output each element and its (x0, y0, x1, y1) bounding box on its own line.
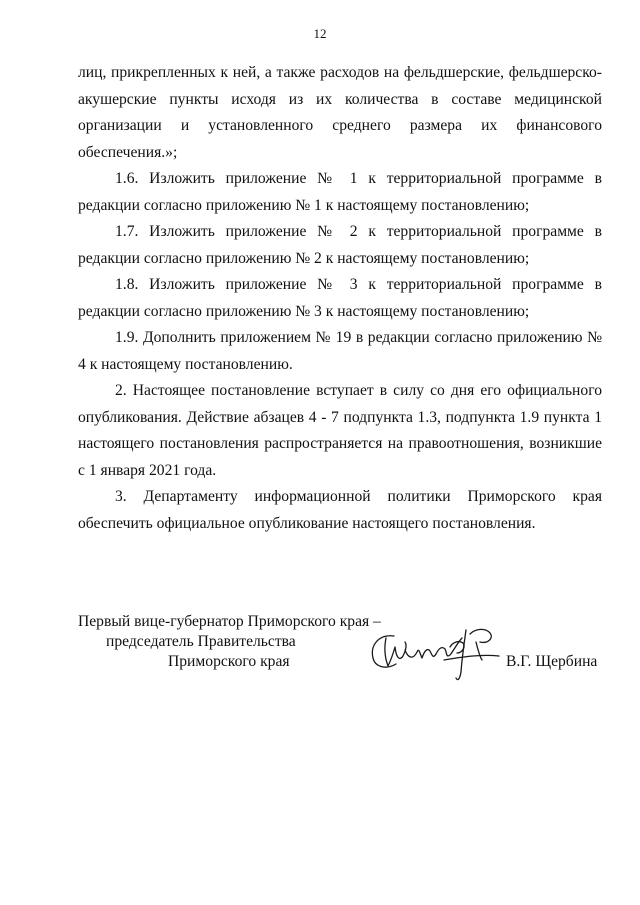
paragraph-item-1-8: 1.8. Изложить приложение № 3 к территориальной программе в редакции согласно приложению № 3 к настоящему постановлению; (78, 276, 602, 320)
paragraph-item-1-9: 1.9. Дополнить приложением № 19 в редакции согласно приложению № 4 к настоящему постановлению. (78, 329, 602, 373)
page-number: 12 (313, 26, 327, 41)
paragraph-item-2: 2. Настоящее постановление вступает в силу со дня его официального опубликования. Действие абзацев 4 - 7 подпункта 1.3, подпункта 1.9 пункта 1 настоящего постановления распространяется на правоотношения, возникшие с 1 января 2021 года. (78, 382, 602, 479)
signatory-name: В.Г. Щербина (506, 653, 598, 670)
paragraph-item-3: 3. Департаменту информационной политики Приморского края обеспечить официальное опубликование настоящего постановления. (78, 488, 602, 532)
signatory-title-line-1: Первый вице-губернатор Приморского края – (78, 613, 381, 630)
signatory-title-line-3: Приморского края (168, 653, 290, 670)
handwritten-signature (366, 620, 514, 684)
paragraph-item-1-6: 1.6. Изложить приложение № 1 к территориальной программе в редакции согласно приложению № 1 к настоящему постановлению; (78, 170, 602, 214)
document-body (78, 60, 602, 537)
paragraph-item-1-7: 1.7. Изложить приложение № 2 к территориальной программе в редакции согласно приложению № 2 к настоящему постановлению; (78, 223, 602, 267)
paragraph-continuation: лиц, прикрепленных к ней, а также расходов на фельдшерские, фельдшерско-акушерские пункты исходя из их количества в составе медицинской организации и установленного среднего размера их финансового обеспечения.»; (78, 64, 602, 161)
signature-block (78, 612, 602, 692)
signatory-title-line-2: председатель Правительства (106, 633, 296, 650)
